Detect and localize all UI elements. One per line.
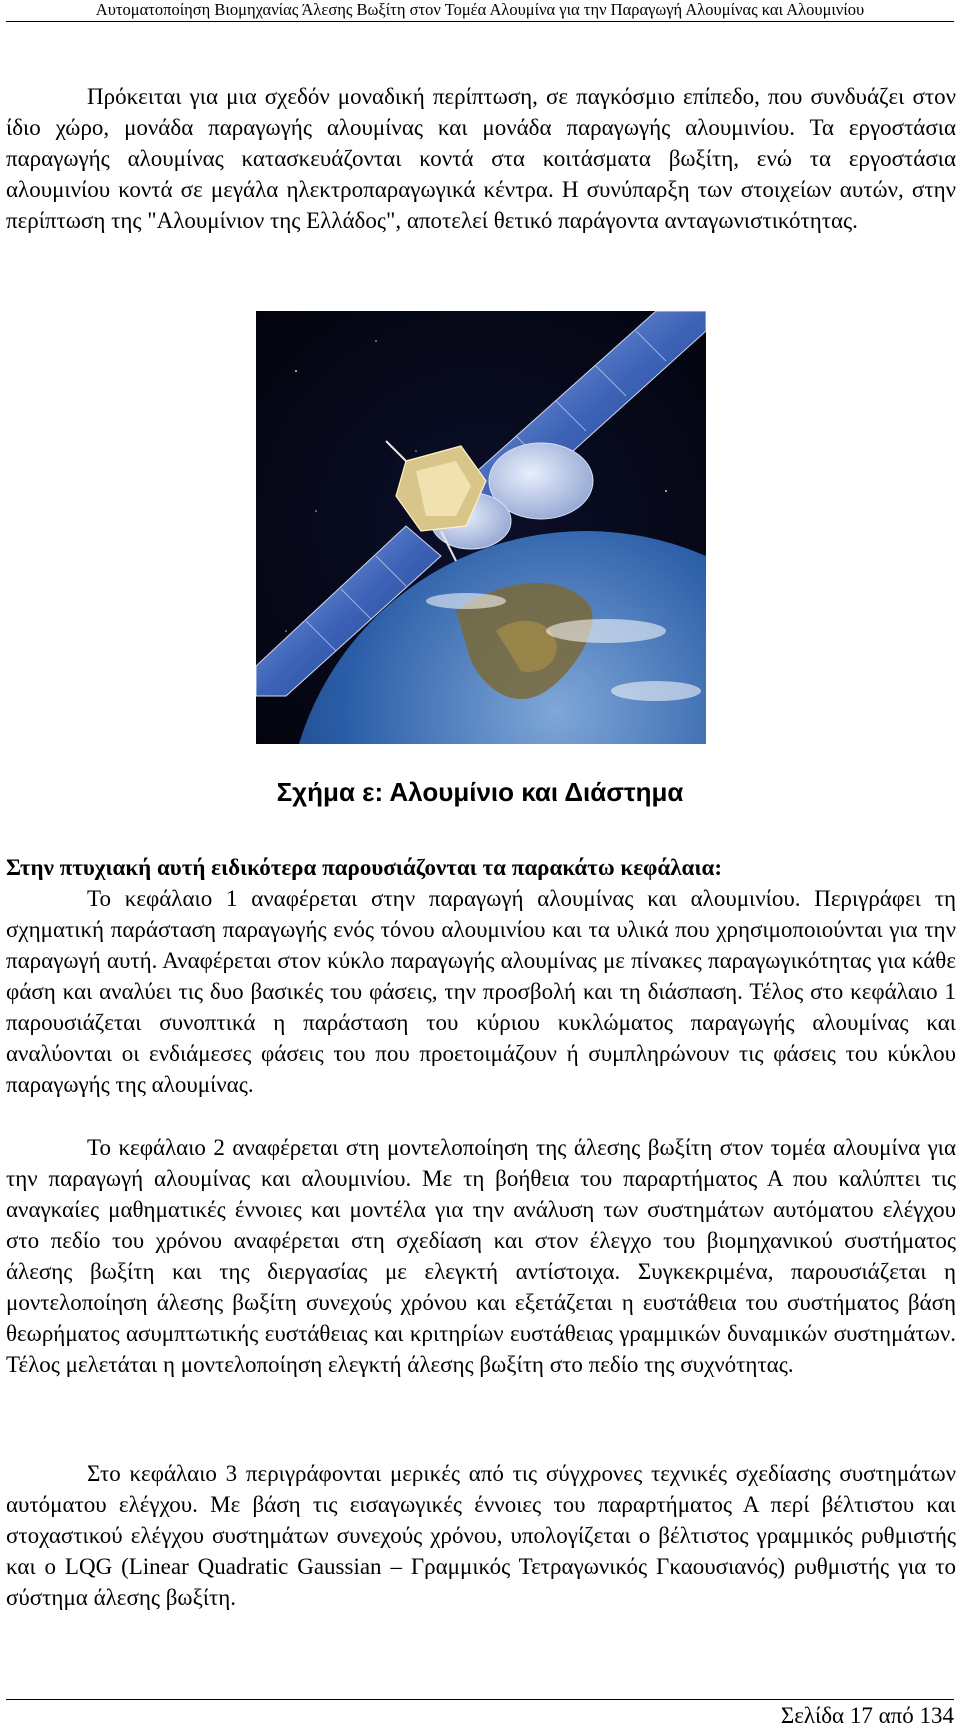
header-divider xyxy=(6,21,954,22)
chapter-1-paragraph: Το κεφάλαιο 1 αναφέρεται στην παραγωγή αλουμίνας και αλουμινίου. Περιγράφει τη σχηματική παράσταση παραγωγής ενός τόνου αλουμινίου και τα υλικά που χρησιμοποιούνται για την παραγωγή αυτή. Αναφέρεται στον κύκλο παραγωγής αλουμίνας με πίνακες παραγωγικότητας για κάθε φάση και αναλύει τις δυο βασικές του φάσεις, την προσβολή και τη διάσπαση. Τέλος στο κεφάλαιο 1 παρουσιάζεται συνοπτικά η παράσταση του κύριου κυκλώματος παραγωγής αλουμίνας και αναλύονται οι ενδιάμεσες φάσεις του που προετοιμάζουν ή συμπληρώνουν τις φάσεις του κύκλου παραγωγής της αλουμίνας. xyxy=(6,886,956,1097)
satellite-earth-image xyxy=(256,311,706,744)
figure-caption: Σχήμα ε: Αλουμίνιο και Διάστημα xyxy=(276,777,684,807)
intro-paragraph: Πρόκειται για μια σχεδόν μοναδική περίπτωση, σε παγκόσμιο επίπεδο, που συνδυάζει στον ίδιο χώρο, μονάδα παραγωγής αλουμίνας και μονάδα παραγωγής αλουμινίου. Τα εργοστάσια παραγωγής αλουμίνας κατασκευάζονται κοντά στα κοιτάσματα βωξίτη, ενώ τα εργοστάσια αλουμινίου κοντά σε μεγάλα ηλεκτροπαραγωγικά κέντρα. Η συνύπαρξη των στοιχείων αυτών, στην περίπτωση της "Αλουμίνιον της Ελλάδος", αποτελεί θετικό παράγοντα ανταγωνιστικότητας. xyxy=(6,84,956,233)
footer-divider xyxy=(6,1699,954,1700)
page-number: Σελίδα 17 από 134 xyxy=(780,1703,954,1728)
running-header: Αυτοματοποίηση Βιομηχανίας Άλεσης Βωξίτη στον Τομέα Αλουμίνα για την Παραγωγή Αλουμίνας και Αλουμινίου xyxy=(95,0,865,19)
chapter-3-paragraph: Στο κεφάλαιο 3 περιγράφονται μερικές από τις σύγχρονες τεχνικές σχεδίασης συστημάτων αυτόματου ελέγχου. Με βάση τις εισαγωγικές έννοιες του παραρτήματος Α περί βέλτιστου και στοχαστικού ελέγχου συστημάτων συνεχούς χρόνου, υπολογίζεται ο βέλτιστος γραμμικός ρυθμιστής και ο LQG (Linear Quadratic Gaussian – Γραμμικός Τετραγωνικός Γκαουσιανός) ρυθμιστής για το σύστημα άλεσης βωξίτη. xyxy=(6,1461,956,1610)
chapter-2-paragraph: Το κεφάλαιο 2 αναφέρεται στη μοντελοποίηση της άλεσης βωξίτη στον τομέα αλουμίνα για την παραγωγή αλουμίνας και αλουμινίου. Με τη βοήθεια του παραρτήματος Α που καλύπτει τις αναγκαίες μαθηματικές έννοιες και μοντέλα για την ανάλυση των συστημάτων αυτόματου ελέγχου στο πεδίο του χρόνου αναφέρεται στη σχεδίαση και στον έλεγχο του βιομηχανικού συστήματος άλεσης βωξίτη και της διεργασίας με ελεγκτή αντίστοιχα. Συγκεκριμένα, παρουσιάζεται η μοντελοποίηση άλεσης βωξίτη συνεχούς χρόνου και εξετάζεται η ευστάθεια του συστήματος βάση θεωρήματος ασυμπτωτικής ευστάθειας και κριτηρίων ευστάθειας γραμμικών δυναμικών συστημάτων. Τέλος μελετάται η μοντελοποίηση ελεγκτή άλεσης βωξίτη στο πεδίο της συχνότητας. xyxy=(6,1135,956,1377)
section-heading: Στην πτυχιακή αυτή ειδικότερα παρουσιάζονται τα παρακάτω κεφάλαια: xyxy=(6,855,722,880)
